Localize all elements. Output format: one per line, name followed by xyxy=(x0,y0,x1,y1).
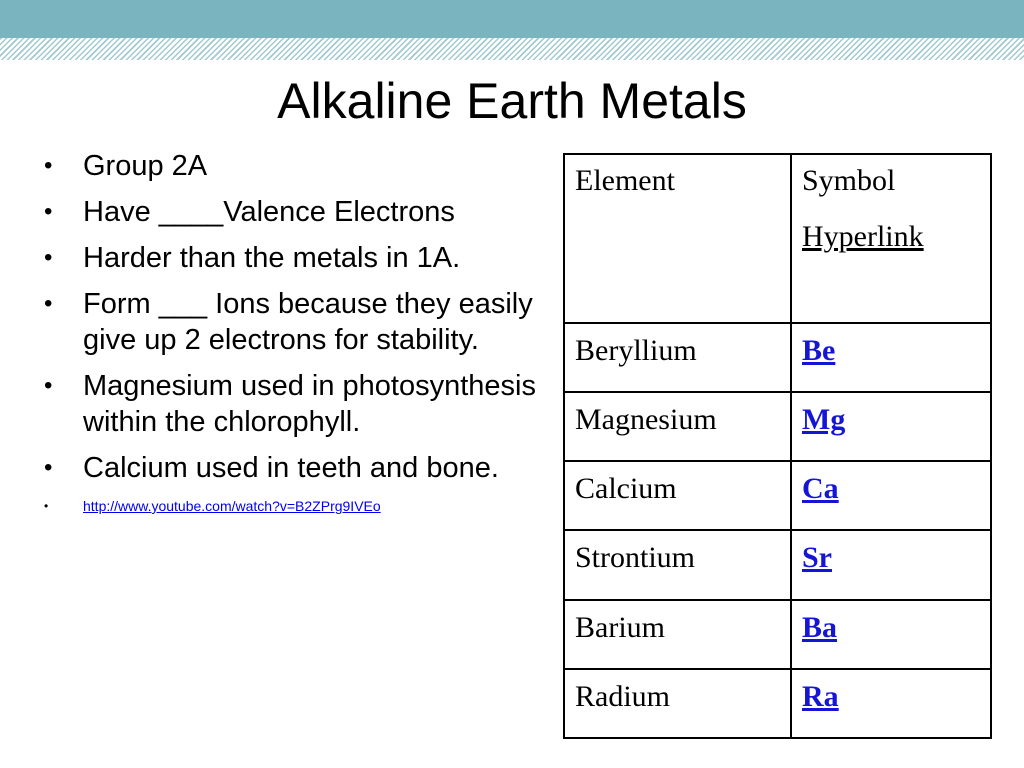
table-row xyxy=(564,461,991,530)
bullet-text: Calcium used in teeth and bone. xyxy=(83,452,499,484)
element-name: Strontium xyxy=(564,530,791,599)
symbol-cell xyxy=(791,600,991,669)
symbol-link-ba[interactable]: Ba xyxy=(802,610,838,644)
bullet-text: Group 2A xyxy=(83,150,208,182)
bullet-dot-icon: • xyxy=(44,372,53,399)
symbol-cell xyxy=(791,669,991,738)
header-hyperlink-label: Hyperlink xyxy=(802,220,924,253)
header-hatch-pattern xyxy=(0,38,1024,60)
youtube-link[interactable]: http://www.youtube.com/watch?v=B2ZPrg9IVEo xyxy=(83,498,381,514)
bullet-item xyxy=(40,450,540,486)
symbol-link-ra[interactable]: Ra xyxy=(802,679,839,713)
element-table xyxy=(563,153,992,739)
bullet-dot-icon: • xyxy=(44,290,53,317)
bullet-text: Harder than the metals in 1A. xyxy=(83,242,461,274)
bullet-dot-icon: • xyxy=(44,152,53,179)
symbol-cell xyxy=(791,323,991,392)
table-row xyxy=(564,600,991,669)
symbol-cell xyxy=(791,461,991,530)
bullet-item xyxy=(40,148,540,184)
header-element: Element xyxy=(564,154,791,323)
bullet-dot-icon: • xyxy=(44,499,49,513)
header-band xyxy=(0,0,1024,38)
bullet-text: Have ____Valence Electrons xyxy=(83,196,455,228)
element-name: Calcium xyxy=(564,461,791,530)
bullet-item xyxy=(40,368,540,440)
bullet-list xyxy=(40,148,540,526)
symbol-link-be[interactable]: Be xyxy=(802,333,836,367)
symbol-link-ca[interactable]: Ca xyxy=(802,472,839,506)
symbol-link-mg[interactable]: Mg xyxy=(802,402,846,436)
element-name: Magnesium xyxy=(564,392,791,461)
element-name: Beryllium xyxy=(564,323,791,392)
bullet-dot-icon: • xyxy=(44,244,53,271)
element-name: Barium xyxy=(564,600,791,669)
table-row xyxy=(564,669,991,738)
bullet-item xyxy=(40,240,540,276)
table-row xyxy=(564,530,991,599)
bullet-item xyxy=(40,286,540,358)
slide-title: Alkaline Earth Metals xyxy=(277,73,747,129)
header-symbol-label: Symbol xyxy=(802,164,896,197)
bullet-text: Magnesium used in photosynthesis within the chlorophyll. xyxy=(83,370,536,438)
symbol-cell xyxy=(791,392,991,461)
bullet-item-link xyxy=(40,496,540,516)
bullet-text: Form ___ Ions because they easily give up 2 electrons for stability. xyxy=(83,288,533,356)
symbol-link-sr[interactable]: Sr xyxy=(802,541,832,575)
bullet-dot-icon: • xyxy=(44,198,53,225)
bullet-item xyxy=(40,194,540,230)
header-symbol xyxy=(791,154,991,323)
table-header-row xyxy=(564,154,991,323)
table-row xyxy=(564,392,991,461)
table-row xyxy=(564,323,991,392)
element-name: Radium xyxy=(564,669,791,738)
bullet-dot-icon: • xyxy=(44,454,53,481)
symbol-cell xyxy=(791,530,991,599)
